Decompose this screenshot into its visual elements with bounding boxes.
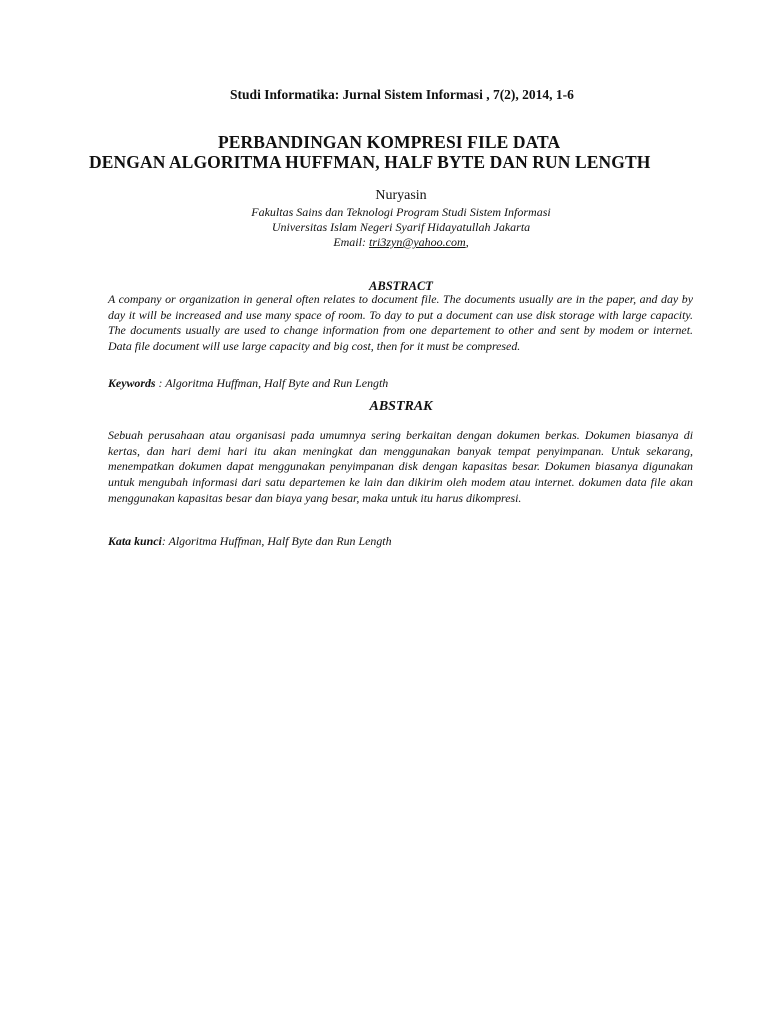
email-label: Email: bbox=[333, 235, 369, 249]
kata-kunci-line bbox=[108, 534, 392, 549]
journal-citation: Studi Informatika: Jurnal Sistem Informasi , 7(2), 2014, 1-6 bbox=[230, 87, 574, 102]
keywords-label: Keywords bbox=[108, 376, 156, 390]
author-university: Universitas Islam Negeri Syarif Hidayatullah Jakarta bbox=[271, 220, 531, 234]
keywords-line bbox=[108, 376, 388, 391]
paper-title-line-1: PERBANDINGAN KOMPRESI FILE DATA bbox=[218, 132, 561, 152]
kata-kunci-separator: : bbox=[161, 534, 169, 548]
author-name: Nuryasin bbox=[375, 188, 427, 203]
keywords-separator: : bbox=[155, 376, 166, 390]
kata-kunci-label: Kata kunci bbox=[108, 534, 162, 548]
email-suffix: , bbox=[465, 235, 469, 249]
abstract-text: A company or organization in general often relates to document file. The documents usually are in the paper, and day by day it will be increased and use many space of room. To day to put a document can use disk storage with large capacity. The documents usually are used to change information from one departement to other and sent by modem or internet. Data file document will use large capacity and big cost, then for it must be compresed. bbox=[108, 292, 693, 354]
abstrak-heading: ABSTRAK bbox=[369, 399, 433, 414]
author-email-line bbox=[0, 235, 768, 250]
abstrak-text: Sebuah perusahaan atau organisasi pada umumnya sering berkaitan dengan dokumen berkas. Dokumen biasanya di kertas, dan hari demi hari itu akan meningkat dan menggunakan banyak tempat penyimpanan. Untuk sekarang, menempatkan dokumen dapat menggunakan penyimpanan disk dengan kapasitas besar. Dokumen biasanya digunakan untuk mengubah informasi dari satu departemen ke lain dan dikirim oleh modem atau internet. dokumen data file akan menggunakan kapasitas besar dan biaya yang besar, maka untuk itu harus dikompresi. bbox=[108, 428, 693, 505]
keywords-value: Algoritma Huffman, Half Byte and Run Length bbox=[165, 376, 389, 390]
email-link[interactable]: tri3zyn@yahoo.com bbox=[368, 235, 466, 249]
kata-kunci-value: Algoritma Huffman, Half Byte dan Run Length bbox=[168, 534, 392, 548]
paper-title-line-2: DENGAN ALGORITMA HUFFMAN, HALF BYTE DAN RUN LENGTH bbox=[89, 152, 651, 172]
abstract-heading: ABSTRACT bbox=[369, 279, 433, 293]
author-faculty: Fakultas Sains dan Teknologi Program Studi Sistem Informasi bbox=[251, 205, 551, 219]
